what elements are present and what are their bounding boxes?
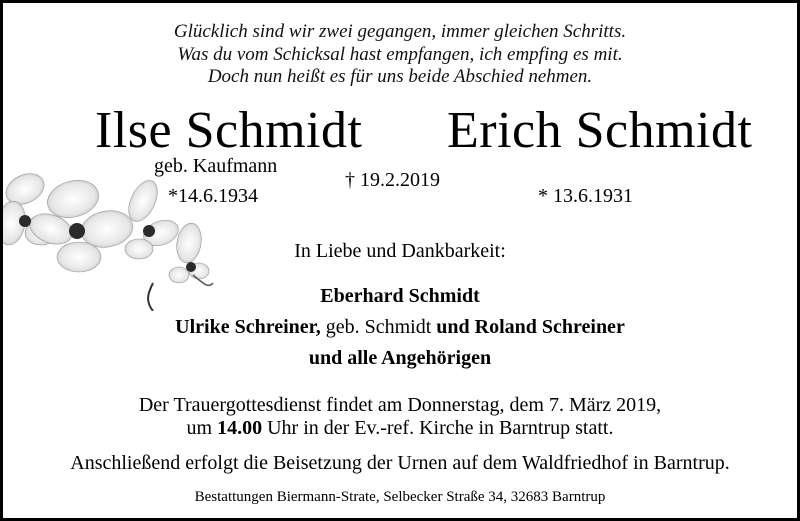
mourner-eberhard: Eberhard Schmidt: [320, 285, 480, 307]
poem-line-2: Was du vom Schicksal hast empfangen, ich empfing es mit.: [177, 44, 623, 65]
name-ilse: Ilse Schmidt: [95, 102, 363, 159]
birth-date-erich: * 13.6.1931: [538, 185, 633, 207]
poem-line-3: Doch nun heißt es für uns beide Abschied nehmen.: [207, 66, 593, 87]
service-line-1: Der Trauergottesdienst findet am Donnerstag, dem 7. März 2019,: [138, 394, 662, 416]
mourner-ulrike-roland: [3, 316, 797, 339]
birth-date-ilse: *14.6.1934: [168, 185, 258, 207]
mourner-ulrike-birthname: geb. Schmidt: [320, 316, 437, 338]
funeral-home-footer: Bestattungen Biermann-Strate, Selbecker Straße 34, 32683 Barntrup: [194, 489, 606, 505]
mourner-roland: und Roland Schreiner: [436, 316, 625, 338]
poem-line-1: Glücklich sind wir zwei gegangen, immer gleichen Schritts.: [173, 21, 627, 42]
birth-name: geb. Kaufmann: [154, 155, 278, 177]
service-time: 14.00: [217, 417, 263, 439]
name-erich: Erich Schmidt: [447, 102, 753, 159]
mourners-intro: In Liebe und Dankbarkeit:: [294, 240, 506, 262]
service-line-2: um 14.00 Uhr in der Ev.-ref. Kirche in Barntrup statt.: [186, 417, 614, 439]
mourners-all: und alle Angehörigen: [308, 347, 492, 369]
mourner-ulrike: Ulrike Schreiner,: [175, 316, 321, 338]
death-date: † 19.2.2019: [345, 169, 440, 191]
burial-line: Anschließend erfolgt die Beisetzung der Urnen auf dem Waldfriedhof in Barntrup.: [70, 452, 730, 474]
